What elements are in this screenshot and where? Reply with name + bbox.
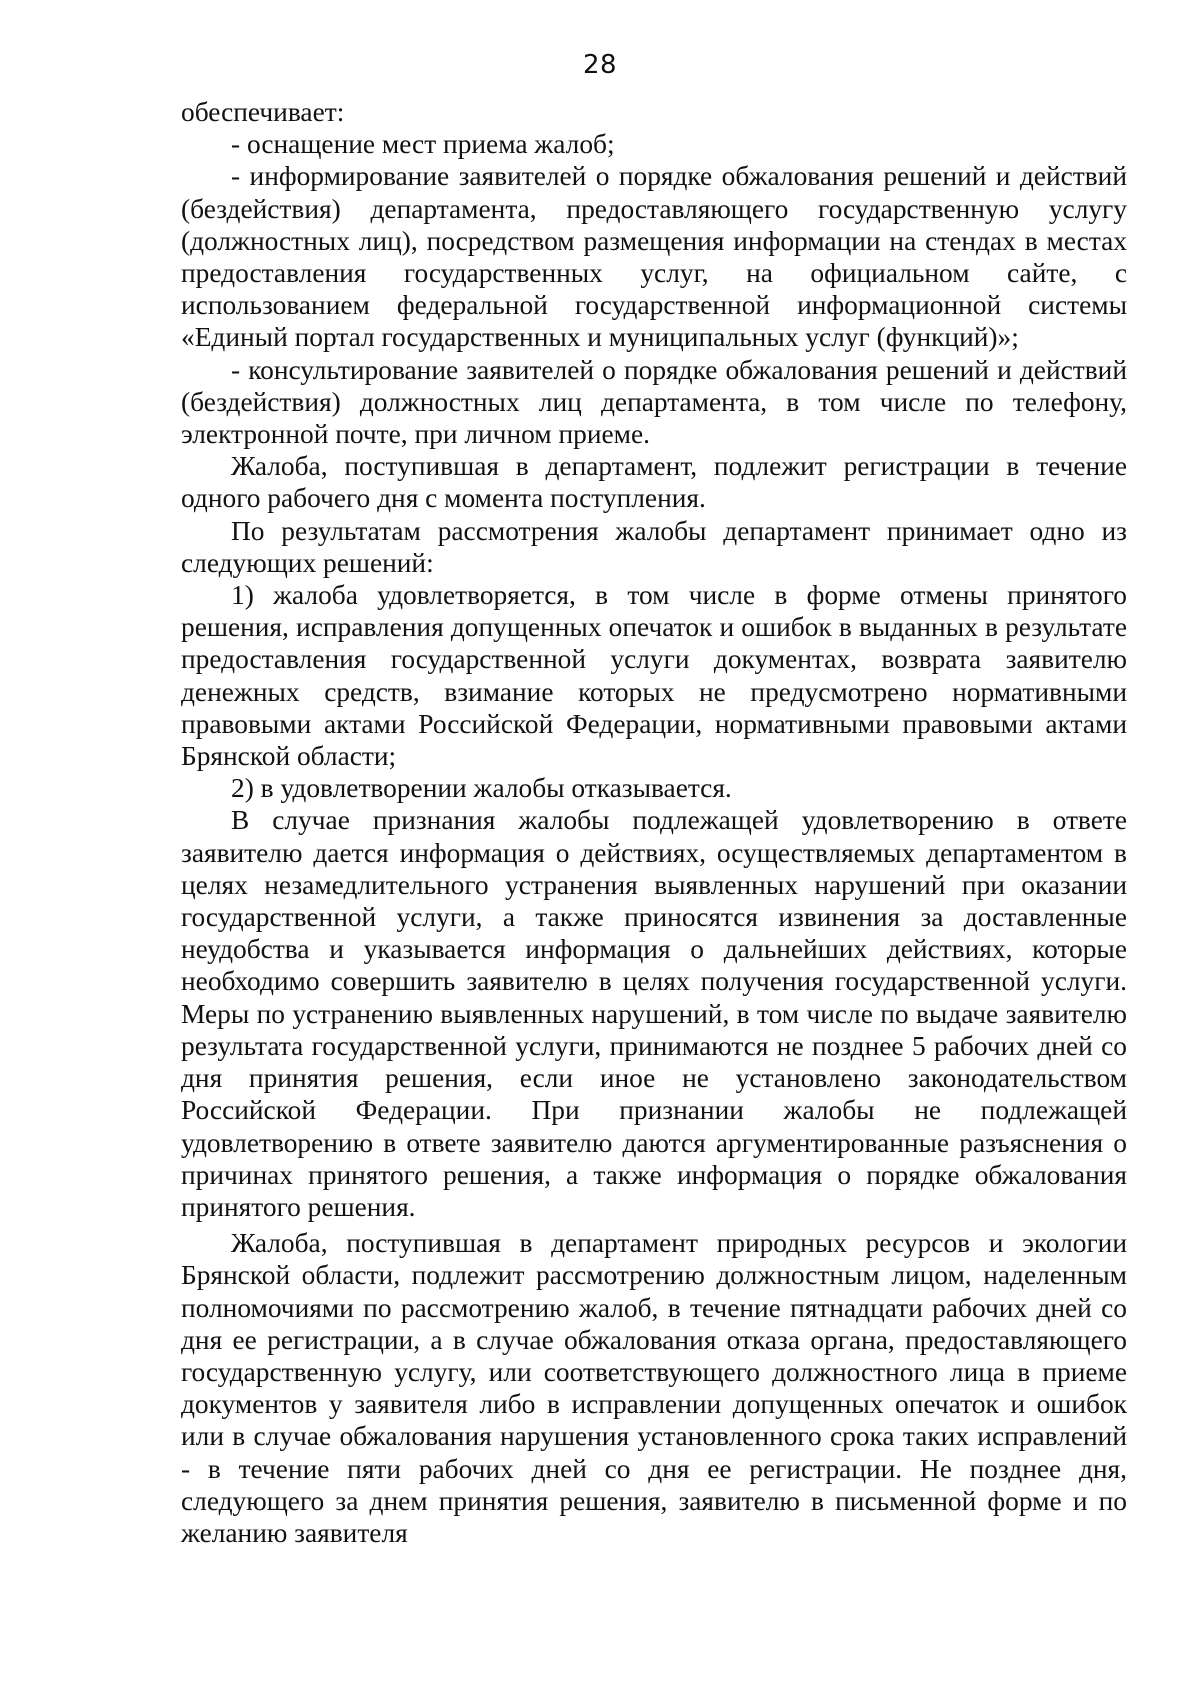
paragraph-review-terms: Жалоба, поступившая в департамент природных ресурсов и экологии Брянской области, подлежит рассмотрению должностным лицом, наделенным полномочиями по рассмотрению жалоб, в течение пятнадцати рабочих дней со дня ее регистрации, а в случае обжалования отказа органа, предоставляющего государственную услугу, или соответствующего должностного лица в приеме документов у заявителя либо в исправлении допущенных опечаток и ошибок или в случае обжалования нарушения установленного срока таких исправлений - в течение пяти рабочих дней со дня ее регистрации. Не позднее дня, следующего за днем принятия решения, заявителю в письменной форме и по желанию заявителя xyxy=(181,1228,1127,1548)
list-item-consulting: - консультирование заявителей о порядке обжалования решений и действий (бездействия) должностных лиц департамента, в том числе по телефону, электронной почте, при личном приеме. xyxy=(181,354,1127,450)
paragraph-satisfaction: В случае признания жалобы подлежащей удовлетворению в ответе заявителю дается информация о действиях, осуществляемых департаментом в целях незамедлительного устранения выявленных нарушений при оказании государственной услуги, а также приносятся извинения за доставленные неудобства и указывается информация о дальнейших действиях, которые необходимо совершить заявителю в целях получения государственной услуги. Меры по устранению выявленных нарушений, в том числе по выдаче заявителю результата государственной услуги, принимаются не позднее 5 рабочих дней со дня принятия решения, если иное не установлено законодательством Российской Федерации. При признании жалобы не подлежащей удовлетворению в ответе заявителю даются аргументированные разъяснения о причинах принятого решения, а также информация о порядке обжалования принятого решения. xyxy=(181,805,1127,1222)
list-item-informing: - информирование заявителей о порядке обжалования решений и действий (бездействия) департамента, предоставляющего государственную услугу (должностных лиц), посредством размещения информации на стендах в местах предоставления государственных услуг, на официальном сайте, с использованием федеральной государственной информационной системы «Единый портал государственных и муниципальных услуг (функций)»; xyxy=(181,161,1127,353)
paragraph-registration: Жалоба, поступившая в департамент, подлежит регистрации в течение одного рабочего дня с момента поступления. xyxy=(181,451,1127,514)
decision-item-1: 1) жалоба удовлетворяется, в том числе в форме отмены принятого решения, исправления допущенных опечаток и ошибок в выданных в результате предоставления государственной услуги документах, возврата заявителю денежных средств, взимание которых не предусмотрено нормативными правовыми актами Российской Федерации, нормативными правовыми актами Брянской области; xyxy=(181,580,1127,772)
decision-item-2: 2) в удовлетворении жалобы отказывается. xyxy=(231,773,732,804)
document-body xyxy=(181,96,1127,1549)
list-item-equipment: - оснащение мест приема жалоб; xyxy=(231,129,615,160)
paragraph-intro: обеспечивает: xyxy=(181,97,345,127)
paragraph-decisions: По результатам рассмотрения жалобы департамент принимает одно из следующих решений: xyxy=(181,515,1127,578)
page-number: 28 xyxy=(582,50,618,80)
